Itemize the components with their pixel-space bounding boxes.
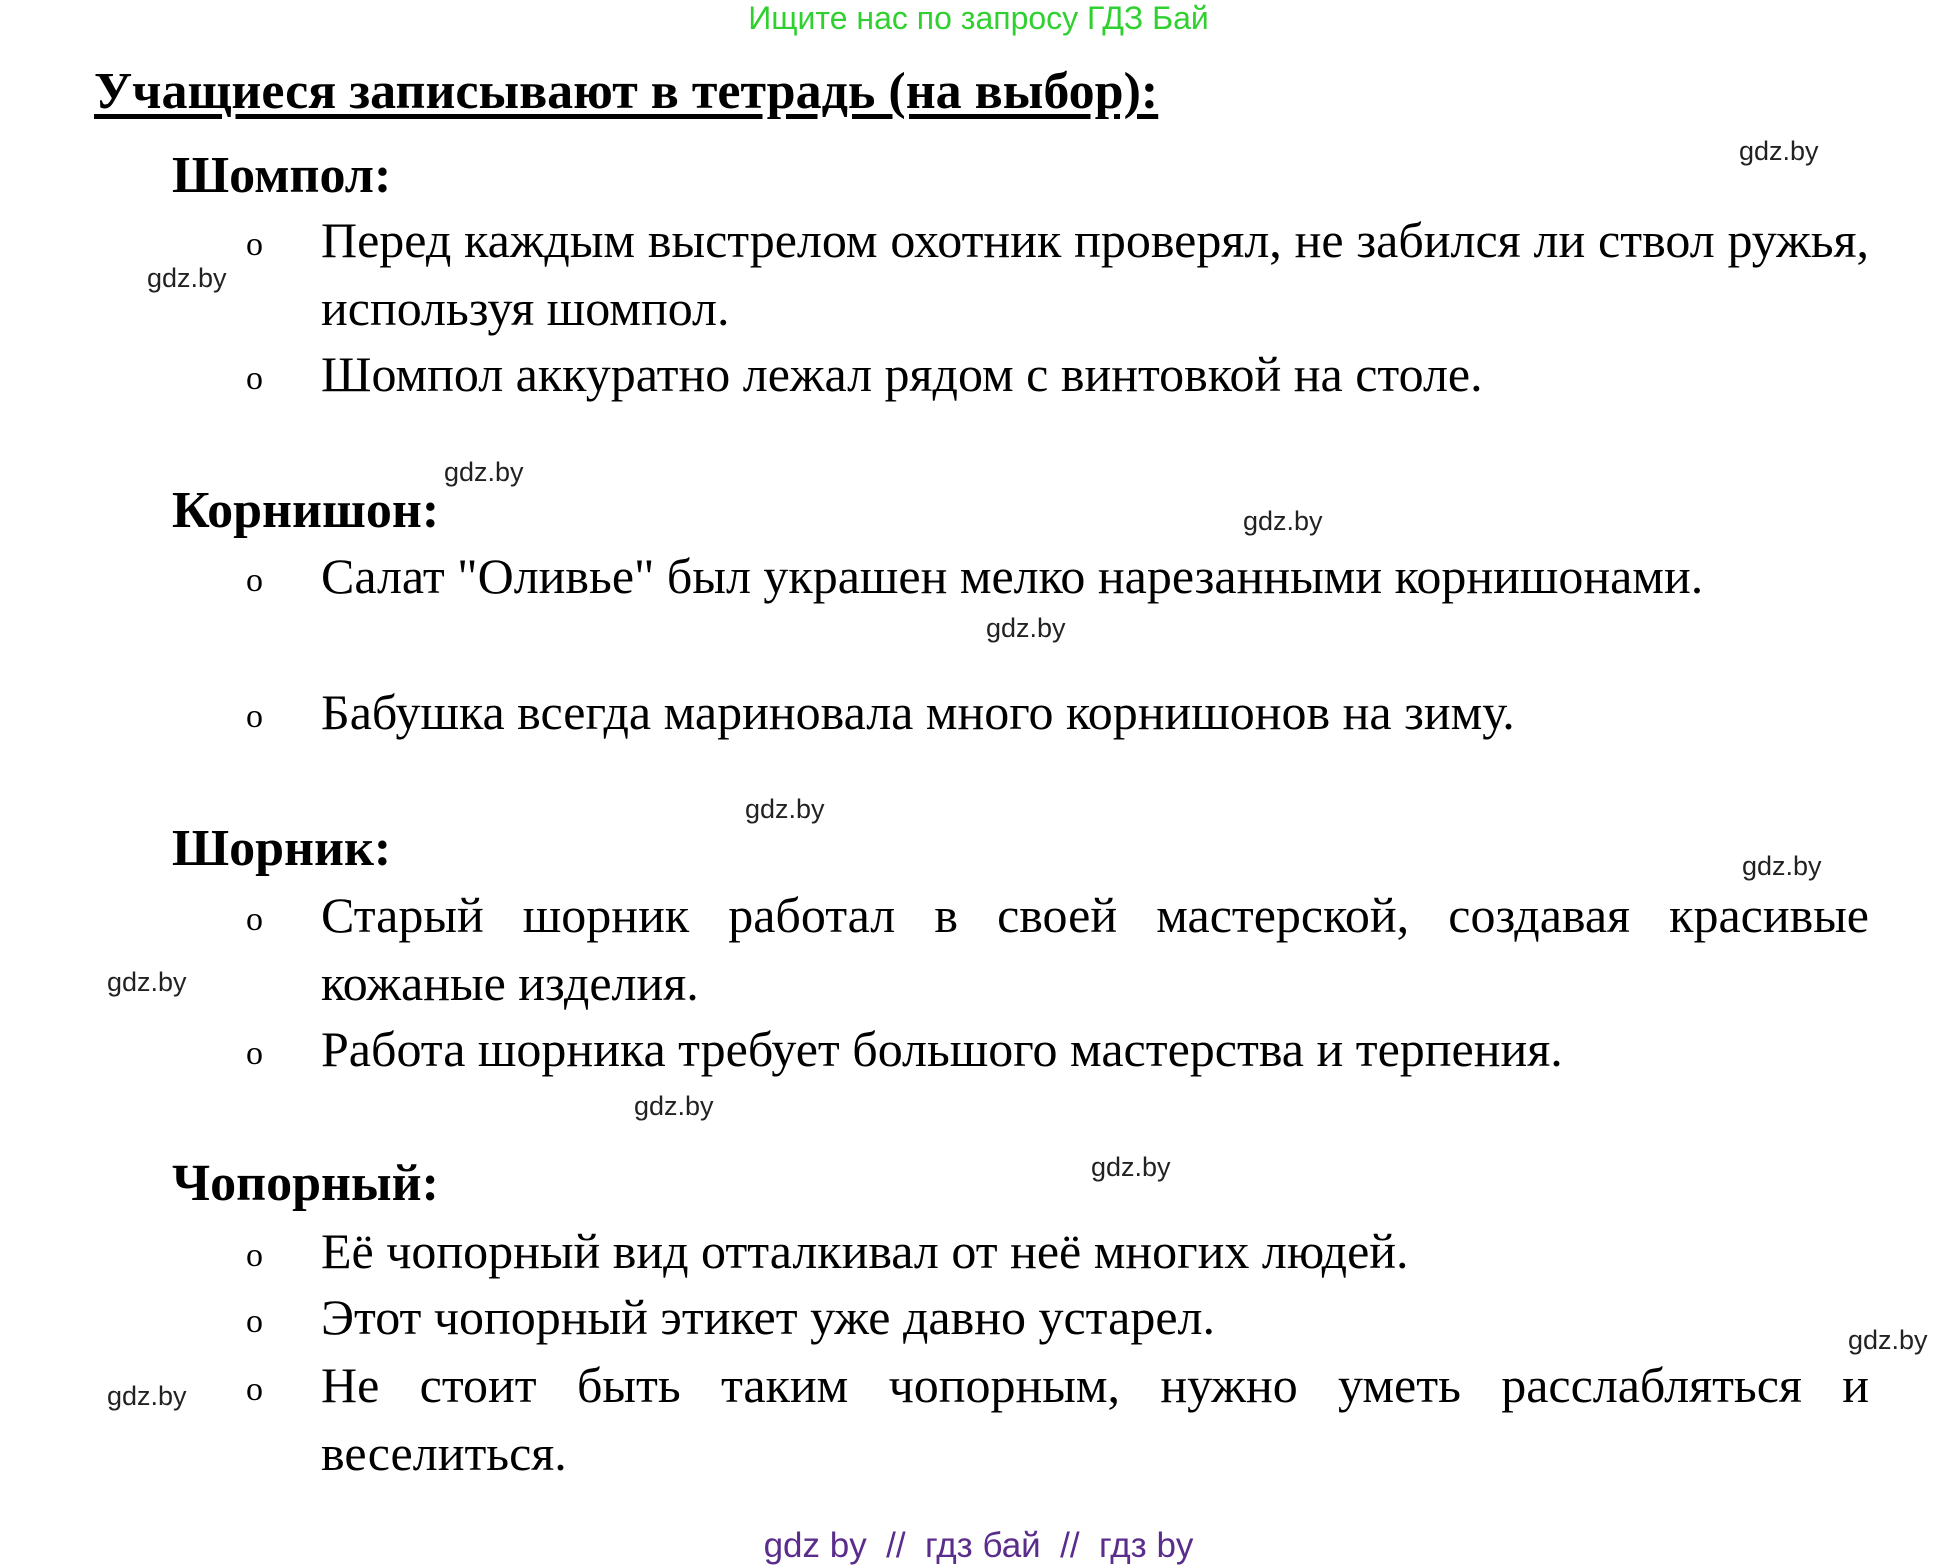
list-item-text: Салат "Оливье" был украшен мелко нарезанными корнишонами. bbox=[321, 548, 1704, 604]
section-heading: Корнишон: bbox=[172, 482, 440, 539]
search-hint: Ищите нас по запросу ГДЗ Бай bbox=[748, 0, 1209, 36]
watermark: gdz.by bbox=[1243, 506, 1323, 536]
watermark: gdz.by bbox=[1742, 851, 1822, 881]
watermark: gdz.by bbox=[107, 967, 187, 997]
section-heading: Чопорный: bbox=[172, 1155, 439, 1212]
watermark: gdz.by bbox=[1091, 1152, 1171, 1182]
footer-links: gdz by // гдз бай // гдз by bbox=[763, 1526, 1194, 1565]
bullet-icon: o bbox=[246, 1237, 263, 1274]
list-item bbox=[240, 1284, 1869, 1352]
list-item-text: Её чопорный вид отталкивал от неё многих людей. bbox=[321, 1223, 1409, 1279]
watermark: gdz.by bbox=[147, 263, 227, 293]
bullet-icon: o bbox=[246, 360, 263, 397]
list-item bbox=[240, 341, 1869, 409]
list-item bbox=[240, 1352, 1869, 1487]
list-item bbox=[240, 882, 1869, 1017]
page-title: Учащиеся записывают в тетрадь (на выбор): bbox=[94, 63, 1159, 120]
list-item bbox=[240, 1218, 1869, 1286]
bullet-icon: o bbox=[246, 1371, 263, 1408]
section-heading: Шомпол: bbox=[172, 147, 392, 204]
watermark: gdz.by bbox=[986, 613, 1066, 643]
list-item bbox=[240, 679, 1869, 747]
watermark: gdz.by bbox=[634, 1091, 714, 1121]
list-item bbox=[240, 207, 1869, 342]
list-item-text: Этот чопорный этикет уже давно устарел. bbox=[321, 1289, 1215, 1345]
list-item bbox=[240, 543, 1869, 611]
watermark: gdz.by bbox=[107, 1381, 187, 1411]
bullet-icon: o bbox=[246, 901, 263, 938]
list-item-text: Не стоит быть таким чопорным, нужно уметь расслабляться и веселиться. bbox=[321, 1357, 1869, 1481]
list-item-text: Перед каждым выстрелом охотник проверял, не забился ли ствол ружья, используя шомпол. bbox=[321, 212, 1869, 336]
section-heading: Шорник: bbox=[172, 820, 392, 877]
list-item-text: Бабушка всегда мариновала много корнишонов на зиму. bbox=[321, 684, 1515, 740]
list-item-text: Старый шорник работал в своей мастерской, создавая красивые кожаные изделия. bbox=[321, 887, 1869, 1011]
bullet-icon: o bbox=[246, 1035, 263, 1072]
watermark: gdz.by bbox=[1848, 1325, 1928, 1355]
watermark: gdz.by bbox=[1739, 136, 1819, 166]
bullet-icon: o bbox=[246, 562, 263, 599]
list-item-text: Шомпол аккуратно лежал рядом с винтовкой на столе. bbox=[321, 346, 1483, 402]
bullet-icon: o bbox=[246, 226, 263, 263]
watermark: gdz.by bbox=[745, 794, 825, 824]
list-item-text: Работа шорника требует большого мастерства и терпения. bbox=[321, 1021, 1563, 1077]
watermark: gdz.by bbox=[444, 457, 524, 487]
bullet-icon: o bbox=[246, 1303, 263, 1340]
bullet-icon: o bbox=[246, 698, 263, 735]
list-item bbox=[240, 1016, 1869, 1084]
